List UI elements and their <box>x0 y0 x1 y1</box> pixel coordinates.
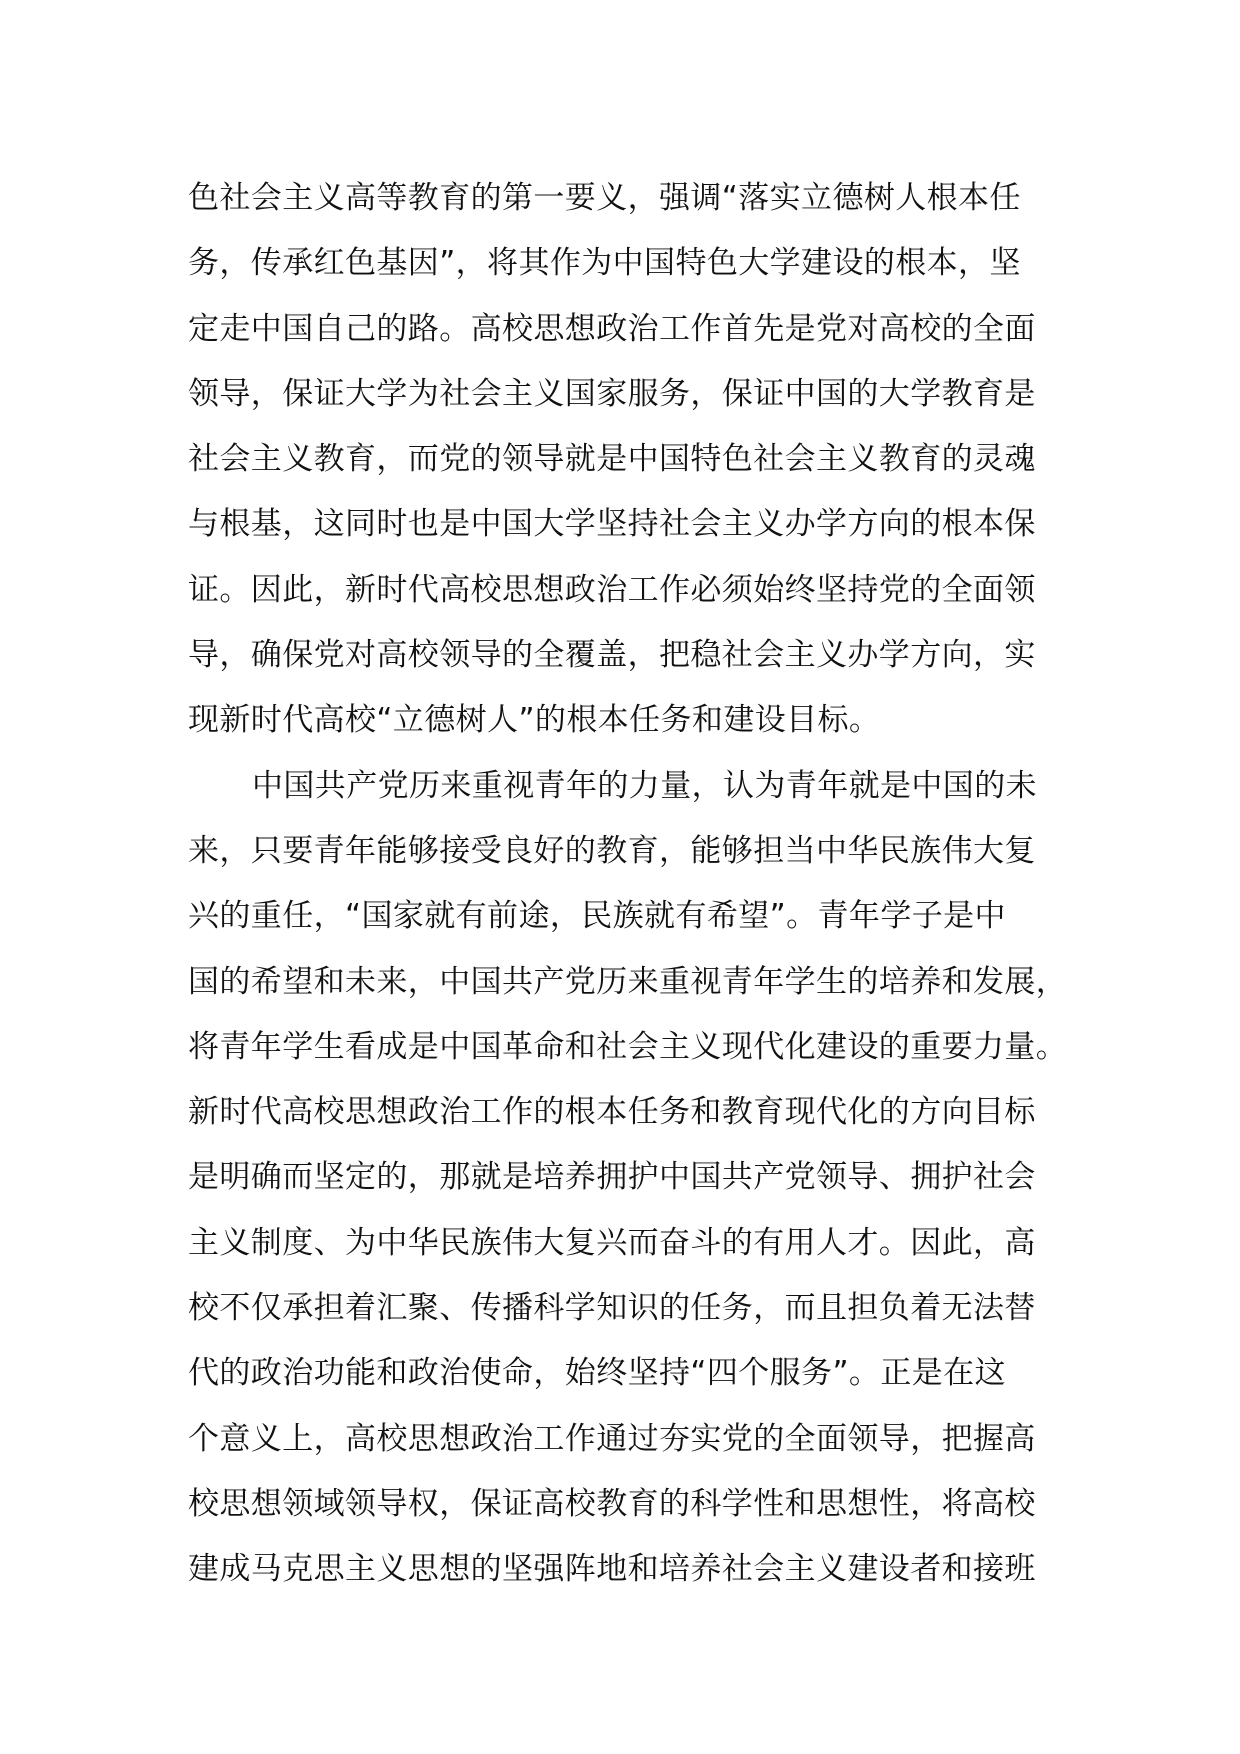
text-line: 代的政治功能和政治使命，始终坚持“四个服务”。正是在这 <box>188 1355 1006 1392</box>
text-line: 校思想领域领导权，保证高校教育的科学性和思想性，将高校 <box>188 1485 1036 1522</box>
text-line: 社会主义教育，而党的领导就是中国特色社会主义教育的灵魂 <box>188 441 1036 478</box>
text-line: 主义制度、为中华民族伟大复兴而奋斗的有用人才。因此，高 <box>188 1224 1036 1261</box>
text-line: 新时代高校思想政治工作的根本任务和教育现代化的方向目标 <box>188 1094 1036 1131</box>
text-line: 来，只要青年能够接受良好的教育，能够担当中华民族伟大复 <box>188 832 1036 869</box>
text-line: 建成马克思主义思想的坚强阵地和培养社会主义建设者和接班 <box>188 1551 1036 1588</box>
text-line: 现新时代高校“立德树人”的根本任务和建设目标。 <box>188 702 881 739</box>
text-line: 导，确保党对高校领导的全覆盖，把稳社会主义办学方向，实 <box>188 637 1036 674</box>
body-text <box>188 166 1078 1603</box>
text-line: 色社会主义高等教育的第一要义，强调“落实立德树人根本任 <box>188 180 1021 216</box>
text-line: 校不仅承担着汇聚、传播科学知识的任务，而且担负着无法替 <box>188 1290 1036 1327</box>
paragraph-first-line: 中国共产党历来重视青年的力量，认为青年就是中国的未 <box>252 767 1037 804</box>
text-line: 将青年学生看成是中国革命和社会主义现代化建设的重要力量。 <box>188 1028 1068 1065</box>
text-line: 证。因此，新时代高校思想政治工作必须始终坚持党的全面领 <box>188 571 1036 608</box>
text-line: 领导，保证大学为社会主义国家服务，保证中国的大学教育是 <box>188 375 1036 412</box>
text-line: 兴的重任，“国家就有前途，民族就有希望”。青年学子是中 <box>188 898 1006 935</box>
text-line: 与根基，这同时也是中国大学坚持社会主义办学方向的根本保 <box>188 506 1036 543</box>
text-line: 定走中国自己的路。高校思想政治工作首先是党对高校的全面 <box>188 310 1036 347</box>
text-line: 务，传承红色基因”，将其作为中国特色大学建设的根本，坚 <box>188 245 1021 282</box>
text-line: 个意义上，高校思想政治工作通过夯实党的全面领导，把握高 <box>188 1420 1036 1457</box>
text-line: 国的希望和未来，中国共产党历来重视青年学生的培养和发展， <box>188 963 1068 1000</box>
text-line: 是明确而坚定的，那就是培养拥护中国共产党领导、拥护社会 <box>188 1159 1036 1196</box>
